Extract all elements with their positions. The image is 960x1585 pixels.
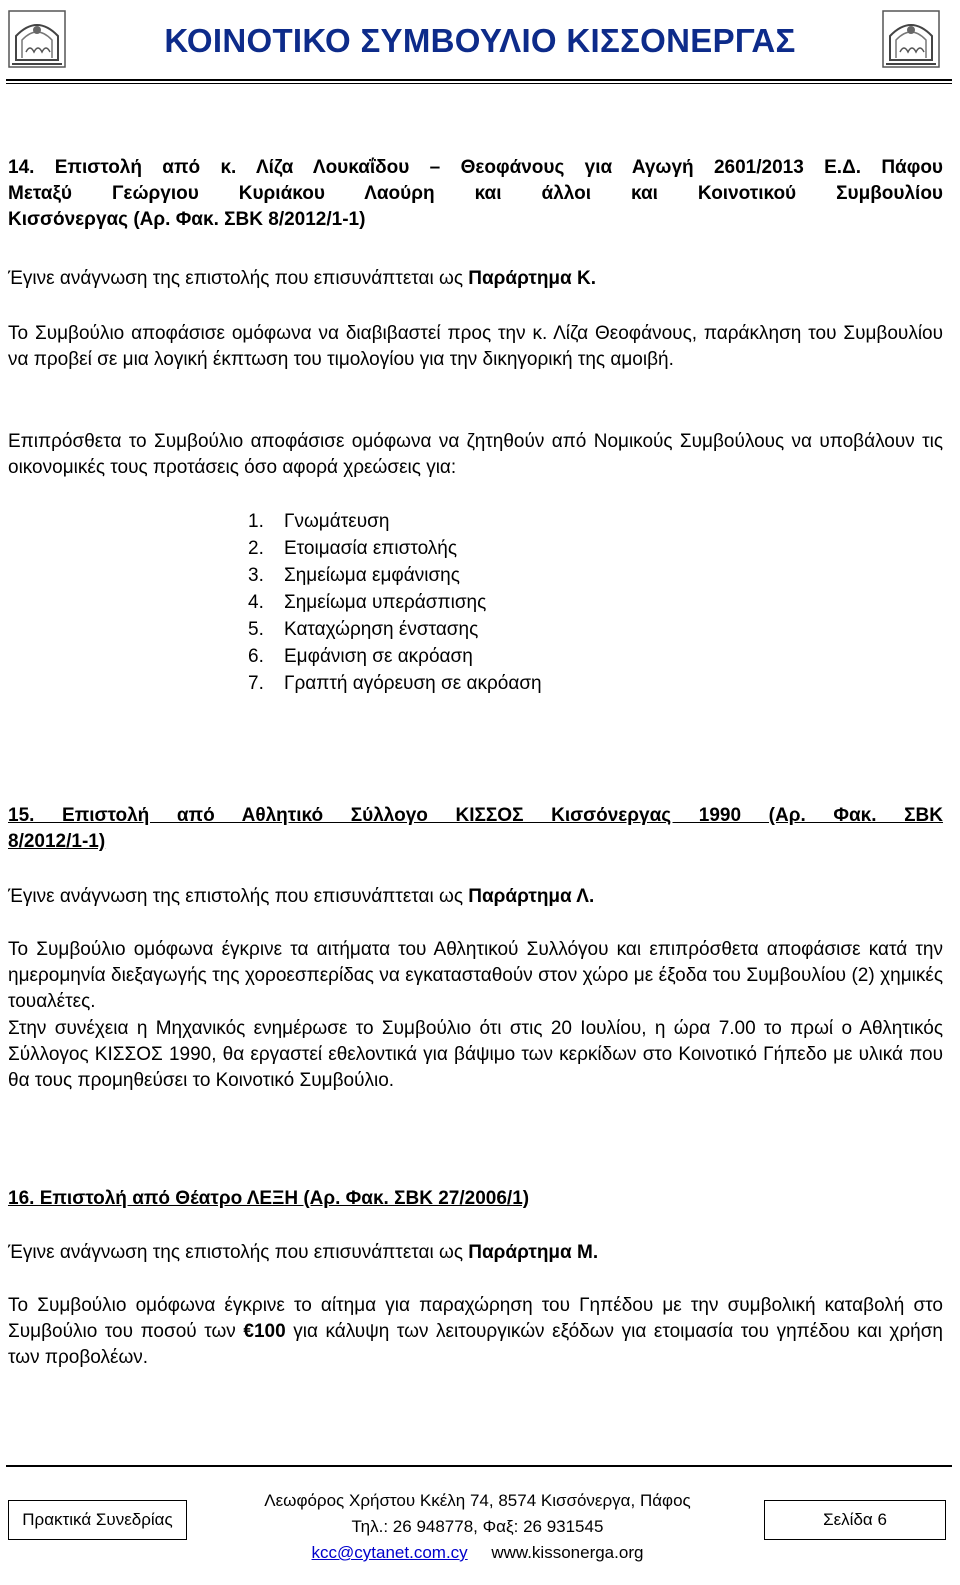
charges-list (248, 508, 542, 697)
amount: €100 (243, 1321, 286, 1342)
village-emblem-icon (6, 8, 68, 70)
section-15-read-note (8, 884, 943, 910)
decision-text-end: για κάλυψη των λειτουργικών εξόδων για ετοιμασία του γηπέδου και χρήση των προβολέων. (8, 1321, 943, 1368)
section-15-decision-2 (8, 1016, 943, 1094)
footer-address: Λεωφόρος Χρήστου Κκέλη 74, 8574 Κισσόνεργα, Πάφος (264, 1491, 691, 1510)
decision-text: Το Συμβούλιο ομόφωνα έγκρινε το αίτημα για παραχώρηση του Γηπέδου με την συμβολική καταβολή στο Συμβούλιο του ποσού των (8, 1295, 943, 1342)
council-title: ΚΟΙΝΟΤΙΚΟ ΣΥΜΒΟΥΛΙΟ ΚΙΣΣΟΝΕΡΓΑΣ (164, 22, 796, 59)
minutes-label-box (8, 1500, 187, 1540)
page-number-box (764, 1500, 946, 1540)
list-item: 5. Καταχώρηση ένστασης (248, 619, 479, 640)
decision-paragraph: Στην συνέχεια η Μηχανικός ενημέρωσε το Συμβούλιο ότι στις 20 Ιουλίου, η ώρα 7.00 το πρωί ο Αθλητικός Σύλλογος ΚΙΣΣΟΣ 1990, θα εργαστεί εθελοντικά για βάψιμο των κερκίδων στο Κοινοτικό Γήπεδο με υλικά που θα τους προμηθεύσει το Κοινοτικό Συμβούλιο. (8, 1018, 943, 1091)
decision-paragraph: Το Συμβούλιο ομόφωνα έγκρινε τα αιτήματα του Αθλητικού Συλλόγου και επιπρόσθετα αποφάσισε κατά την ημερομηνία διεξαγωγής της χοροεσπερίδας να εγκατασταθούν στον χώρο με έξοδα του Συμβουλίου (2) χημικές τουαλέτες. (8, 939, 943, 1012)
list-item: 2. Ετοιμασία επιστολής (248, 538, 458, 559)
email-link[interactable]: kcc@cytanet.com.cy (311, 1543, 468, 1562)
section-15-heading-line2: 8/2012/1-1) (8, 831, 106, 852)
annex-reference: Παράρτημα Μ. (468, 1242, 599, 1263)
section-15-decision-1 (8, 937, 943, 1015)
read-note-text: Έγινε ανάγνωση της επιστολής που επισυνάπτεται ως (8, 268, 469, 289)
village-emblem-icon (880, 8, 942, 70)
list-item: 7. Γραπτή αγόρευση σε ακρόαση (248, 673, 542, 694)
list-item: 6. Εμφάνιση σε ακρόαση (248, 646, 473, 667)
read-note-text: Έγινε ανάγνωση της επιστολής που επισυνάπτεται ως (8, 886, 469, 907)
minutes-label: Πρακτικά Συνεδρίας (22, 1510, 173, 1529)
footer-rule (6, 1465, 952, 1467)
section-14-heading (8, 155, 943, 233)
section-14-heading-line3: Κισσόνεργας (Αρ. Φακ. ΣΒΚ 8/2012/1-1) (8, 209, 366, 230)
section-14-read-note (8, 266, 943, 292)
section-15-heading (8, 803, 943, 855)
section-14-heading-line1: 14. Επιστολή από κ. Λίζα Λουκαΐδου – Θεοφάνους για Αγωγή 2601/2013 Ε.Δ. Πάφου (8, 157, 943, 178)
page-number: Σελίδα 6 (823, 1510, 887, 1529)
section-14-decision-2 (8, 429, 943, 481)
header-rule (6, 79, 952, 81)
section-14-decision-1 (8, 321, 943, 373)
page-header (0, 0, 960, 100)
footer-phone-fax: Τηλ.: 26 948778, Φαξ: 26 931545 (351, 1517, 604, 1536)
read-note-text: Έγινε ανάγνωση της επιστολής που επισυνάπτεται ως (8, 1242, 469, 1263)
list-item: 4. Σημείωμα υπεράσπισης (248, 592, 487, 613)
annex-reference: Παράρτημα Λ. (468, 886, 595, 907)
list-item: 1. Γνωμάτευση (248, 511, 390, 532)
decision-paragraph: Επιπρόσθετα το Συμβούλιο αποφάσισε ομόφωνα να ζητηθούν από Νομικούς Συμβούλους να υποβάλουν τις οικονομικές τους προτάσεις όσο αφορά χρεώσεις για: (8, 431, 943, 478)
section-16-heading (8, 1186, 943, 1212)
website-link[interactable]: www.kissonerga.org (491, 1543, 644, 1562)
annex-reference: Παράρτημα Κ. (468, 268, 597, 289)
section-16-heading-text: 16. Επιστολή από Θέατρο ΛΕΞΗ (Αρ. Φακ. ΣΒΚ 27/2006/1) (8, 1188, 530, 1209)
section-16-read-note (8, 1240, 943, 1266)
section-16-decision-1 (8, 1293, 943, 1371)
footer-contact (215, 1488, 740, 1566)
section-15-heading-line1: 15. Επιστολή από Αθλητικό Σύλλογο ΚΙΣΣΟΣ Κισσόνεργας 1990 (Αρ. Φακ. ΣΒΚ (8, 805, 943, 826)
list-item: 3. Σημείωμα εμφάνισης (248, 565, 460, 586)
section-14-heading-line2: Μεταξύ Γεώργιου Κυριάκου Λαούρη και άλλοι και Κοινοτικού Συμβουλίου (8, 183, 943, 204)
decision-paragraph: Το Συμβούλιο αποφάσισε ομόφωνα να διαβιβαστεί προς την κ. Λίζα Θεοφάνους, παράκληση του Συμβουλίου να προβεί σε μια λογική έκπτωση του τιμολογίου για την δικηγορική της αμοιβή. (8, 323, 943, 370)
header-rule-thin (6, 83, 952, 84)
